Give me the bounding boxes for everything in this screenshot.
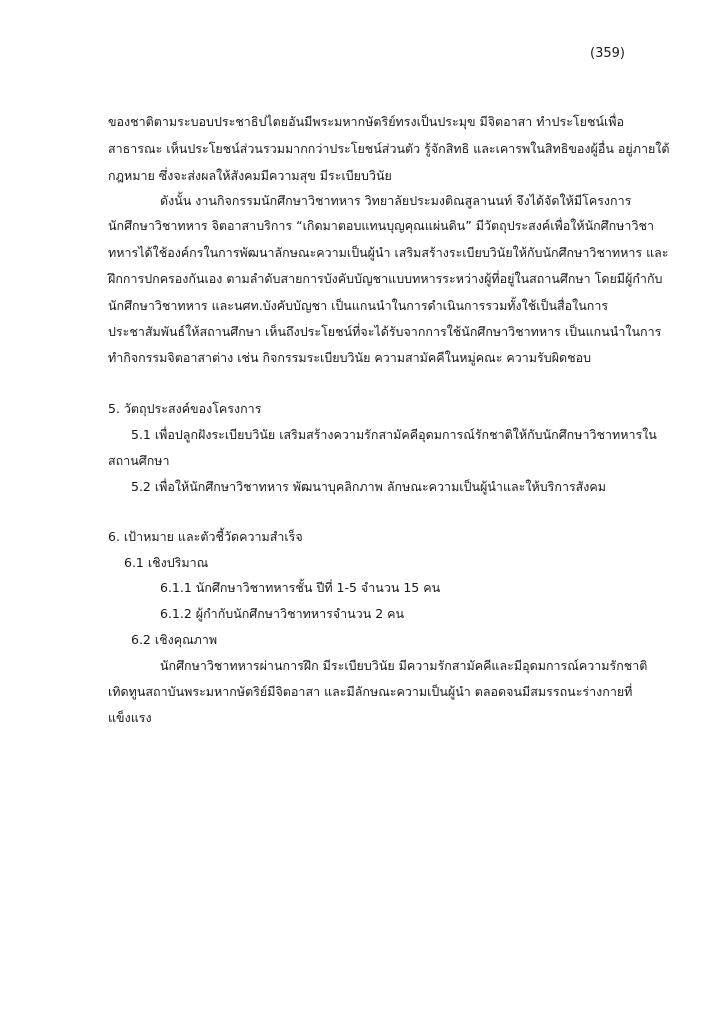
section5-item1-line-1: 5.1 เพื่อปลูกฝังระเบียบวินัย เสริมสร้างความรักสามัคคีอุดมการณ์รักชาติให้กับนักศึกษาวิชาทหารใน — [131, 427, 657, 442]
paragraph2-line-4: ฝึกการปกครองกันเอง ตามลำดับสายการบังคับบัญชาแบบทหารระหว่างผู้ที่อยู่ในสถานศึกษา โดยมีผู้กำกับ — [108, 271, 663, 286]
section6-heading: 6. เป้าหมาย และตัวชี้วัดความสำเร็จ — [108, 529, 303, 544]
section6-sub2-line-3: แข็งแรง — [108, 710, 152, 725]
section6-sub2-line-1: นักศึกษาวิชาทหารผ่านการฝึก มีระเบียบวินัย มีความรักสามัคคีและมีอุดมการณ์ความรักชาติ — [160, 658, 648, 673]
section5-item2: 5.2 เพื่อให้นักศึกษาวิชาทหาร พัฒนาบุคลิกภาพ ลักษณะความเป็นผู้นำและให้บริการสังคม — [131, 479, 607, 494]
paragraph1-line-3: กฎหมาย ซึ่งจะส่งผลให้สังคมมีความสุข มีระเบียบวินัย — [108, 168, 392, 183]
section6-sub2-line-2: เทิดทูนสถาบันพระมหากษัตริย์มีจิตอาสา และมีลักษณะความเป็นผู้นำ ตลอดจนมีสมรรถนะร่างกายที่ — [108, 684, 633, 699]
paragraph1-line-1: ของชาติตามระบอบประชาธิปไตยอันมีพระมหากษัตริย์ทรงเป็นประมุข มีจิตอาสา ทำประโยชน์เพื่อ — [108, 114, 625, 129]
section6-sub1-item1: 6.1.1 นักศึกษาวิชาทหารชั้น ปีที่ 1-5 จำนวน 15 คน — [160, 580, 441, 595]
section5-item1-line-2: สถานศึกษา — [108, 453, 170, 468]
paragraph2-line-6: ประชาสัมพันธ์ให้สถานศึกษา เห็นถึงประโยชน์ที่จะได้รับจากการใช้นักศึกษาวิชาทหาร เป็นแกนนำในการ — [108, 324, 662, 339]
section6-sub1: 6.1 เชิงปริมาณ — [124, 555, 209, 570]
paragraph2-line-5: นักศึกษาวิชาทหาร และนศท.บังคับบัญชา เป็นแกนนำในการดำเนินการรวมทั้งใช้เป็นสื่อในการ — [108, 298, 609, 313]
paragraph2-line-2: นักศึกษาวิชาทหาร จิตอาสาบริการ “เกิดมาตอบแทนบุญคุณแผ่นดิน” มีวัตถุประสงค์เพื่อให้นักศึกษาวิชา — [108, 218, 654, 233]
paragraph2-line-7: ทำกิจกรรมจิตอาสาต่าง เช่น กิจกรรมระเบียบวินัย ความสามัคคีในหมู่คณะ ความรับผิดชอบ — [108, 350, 592, 365]
paragraph2-line-1: ดังนั้น งานกิจกรรมนักศึกษาวิชาทหาร วิทยาลัยประมงติณสูลานนท์ จึงได้จัดให้มีโครงการ — [160, 193, 632, 208]
section5-heading: 5. วัตถุประสงค์ของโครงการ — [108, 401, 262, 416]
section6-sub2: 6.2 เชิงคุณภาพ — [131, 632, 218, 647]
section6-sub1-item2: 6.1.2 ผู้กำกับนักศึกษาวิชาทหารจำนวน 2 คน — [160, 606, 405, 621]
paragraph1-line-2: สาธารณะ เห็นประโยชน์ส่วนรวมมากกว่าประโยชน์ส่วนตัว รู้จักสิทธิ และเคารพในสิทธิของผู้อื่น อยู่ภายใต้ — [108, 141, 670, 156]
paragraph2-line-3: ทหารได้ใช้องค์กรในการพัฒนาลักษณะความเป็นผู้นำ เสริมสร้างระเบียบวินัยให้กับนักศึกษาวิชาทหาร และ — [108, 245, 669, 260]
page-number: (359) — [590, 46, 625, 61]
